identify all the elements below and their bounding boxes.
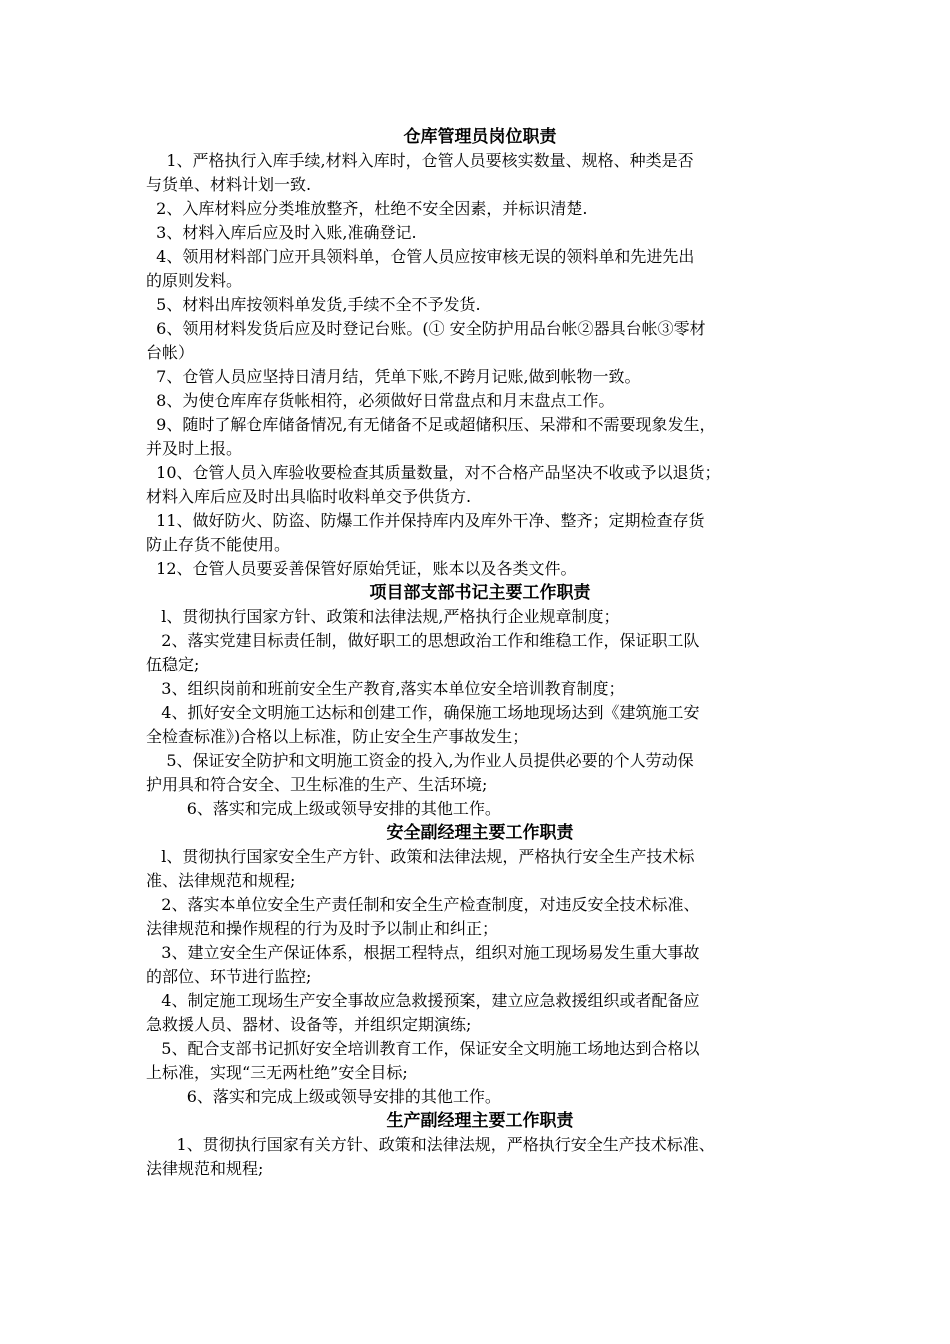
paragraph-1 — [146, 605, 814, 629]
line: 4、抓好安全文明施工达标和创建工作，确保施工场地现场达到《建筑施工安 — [146, 703, 700, 722]
paragraph-7 — [146, 365, 814, 389]
line: 并及时上报。 — [146, 439, 243, 458]
line: 2、入库材料应分类堆放整齐，杜绝不安全因素，并标识清楚. — [146, 199, 588, 218]
section-title: 安全副经理主要工作职责 — [386, 823, 574, 843]
paragraph-6 — [146, 1085, 814, 1109]
section-warehouse-manager — [146, 125, 814, 581]
line: 3、组织岗前和班前安全生产教育,落实本单位安全培训教育制度； — [146, 679, 625, 698]
line: 3、建立安全生产保证体系，根据工程特点，组织对施工现场易发生重大事故 — [146, 943, 700, 962]
paragraph-9 — [146, 413, 814, 461]
line: 全检查标准》)合格以上标准，防止安全生产事故发生； — [146, 727, 529, 746]
line: 法律规范和操作规程的行为及时予以制止和纠正； — [146, 919, 499, 938]
document-page — [146, 125, 814, 1181]
line: 9、随时了解仓库储备情况,有无储备不足或超储积压、呆滞和不需要现象发生， — [146, 415, 716, 434]
line: 4、制定施工现场生产安全事故应急救援预案，建立应急救援组织或者配备应 — [146, 991, 700, 1010]
paragraph-5 — [146, 293, 814, 317]
paragraph-11 — [146, 509, 814, 557]
paragraph-2 — [146, 629, 814, 677]
paragraph-6 — [146, 797, 814, 821]
line: l、贯彻执行国家方针、政策和法律法规,严格执行企业规章制度； — [146, 607, 620, 626]
line: 6、落实和完成上级或领导安排的其他工作。 — [146, 799, 501, 818]
paragraph-5 — [146, 1037, 814, 1085]
line: 的部位、环节进行监控; — [146, 967, 312, 986]
paragraph-2 — [146, 893, 814, 941]
line: 防止存货不能使用。 — [146, 535, 291, 554]
line: 6、落实和完成上级或领导安排的其他工作。 — [146, 1087, 501, 1106]
line: 台帐） — [146, 343, 195, 362]
paragraph-4 — [146, 245, 814, 293]
line: 伍稳定; — [146, 655, 200, 674]
paragraph-4 — [146, 701, 814, 749]
paragraph-6 — [146, 317, 814, 365]
line: 6、领用材料发货后应及时登记台账。(① 安全防护用品台帐②器具台帐③零材 — [146, 319, 706, 338]
paragraph-5 — [146, 749, 814, 797]
paragraph-3 — [146, 677, 814, 701]
line: 上标准，实现“三无两杜绝”安全目标; — [146, 1063, 408, 1082]
line: 材料入库后应及时出具临时收料单交予供货方. — [146, 487, 472, 506]
line: 法律规范和规程; — [146, 1159, 264, 1178]
line: 的原则发料。 — [146, 271, 243, 290]
line: 5、保证安全防护和文明施工资金的投入,为作业人员提供必要的个人劳动保 — [146, 751, 694, 770]
line: 8、为使仓库库存货帐相符，必须做好日常盘点和月末盘点工作。 — [146, 391, 615, 410]
paragraph-2 — [146, 197, 814, 221]
line: 7、仓管人员应坚持日清月结，凭单下账,不跨月记账,做到帐物一致。 — [146, 367, 641, 386]
paragraph-1 — [146, 845, 814, 893]
line: 5、材料出库按领料单发货,手续不全不予发货. — [146, 295, 481, 314]
section-production-deputy-manager — [146, 1109, 814, 1181]
paragraph-10 — [146, 461, 814, 509]
line: 与货单、材料计划一致. — [146, 175, 312, 194]
line: 1、贯彻执行国家有关方针、政策和法律法规，严格执行安全生产技术标准、 — [146, 1135, 715, 1154]
line: 护用具和符合安全、卫生标准的生产、生活环境; — [146, 775, 488, 794]
line: 12、仓管人员要妥善保管好原始凭证，账本以及各类文件。 — [146, 559, 577, 578]
line: 3、材料入库后应及时入账,准确登记. — [146, 223, 417, 242]
section-safety-deputy-manager — [146, 821, 814, 1109]
line: 11、做好防火、防盗、防爆工作并保持库内及库外干净、整齐；定期检查存货 — [146, 511, 705, 530]
paragraph-3 — [146, 941, 814, 989]
line: 急救援人员、器材、设备等，并组织定期演练; — [146, 1015, 472, 1034]
line: 准、法律规范和规程; — [146, 871, 296, 890]
paragraph-3 — [146, 221, 814, 245]
line: 5、配合支部书记抓好安全培训教育工作，保证安全文明施工场地达到合格以 — [146, 1039, 700, 1058]
paragraph-12 — [146, 557, 814, 581]
line: l、贯彻执行国家安全生产方针、政策和法律法规，严格执行安全生产技术标 — [146, 847, 695, 866]
section-title: 仓库管理员岗位职责 — [403, 127, 557, 147]
paragraph-8 — [146, 389, 814, 413]
section-title: 项目部支部书记主要工作职责 — [369, 583, 591, 603]
line: 1、严格执行入库手续,材料入库时，仓管人员要核实数量、规格、种类是否 — [146, 151, 694, 170]
paragraph-1 — [146, 149, 814, 197]
section-party-secretary — [146, 581, 814, 821]
line: 10、仓管人员入库验收要检查其质量数量，对不合格产品坚决不收或予以退货； — [146, 463, 721, 482]
line: 2、落实本单位安全生产责任制和安全生产检查制度，对违反安全技术标准、 — [146, 895, 700, 914]
paragraph-1 — [146, 1133, 814, 1181]
line: 2、落实党建目标责任制，做好职工的思想政治工作和维稳工作，保证职工队 — [146, 631, 700, 650]
paragraph-4 — [146, 989, 814, 1037]
line: 4、领用材料部门应开具领料单，仓管人员应按审核无误的领料单和先进先出 — [146, 247, 695, 266]
section-title: 生产副经理主要工作职责 — [386, 1111, 574, 1131]
